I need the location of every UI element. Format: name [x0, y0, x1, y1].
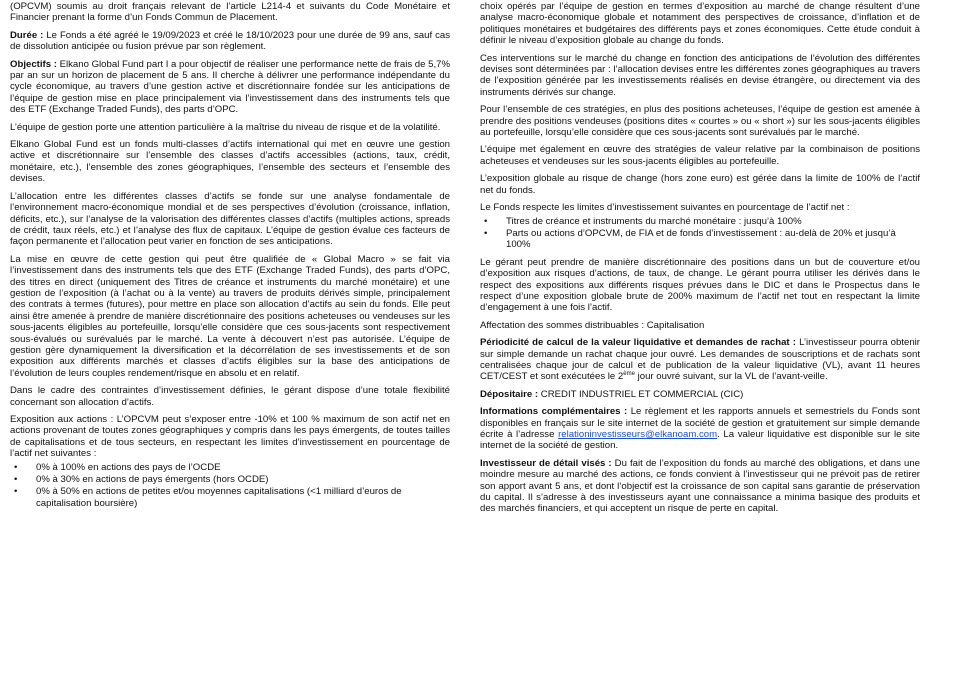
valeur-relative-paragraph: L’équipe met également en œuvre des stratégies de valeur relative par la combinaison de positions acheteuses et vendeuses sur les sous-jacents éligibles au portefeuille.	[480, 144, 920, 167]
contraintes-paragraph: Dans le cadre des contraintes d’investissement définies, le gérant dispose d’une totale flexibilité concernant son allocation d’actifs.	[10, 385, 450, 408]
affectation-paragraph: Affectation des sommes distribuables : Capitalisation	[480, 319, 705, 331]
actions-limits-list	[10, 462, 450, 510]
periodicite-text-end: jour ouvré suivant, sur la VL de l’avant-veille.	[634, 371, 828, 383]
global-macro-paragraph: La mise en œuvre de cette gestion qui peut être qualifiée de « Global Macro » se fait via l’investissement dans des instruments tels que des ETF (Exchange Traded Funds), des parts d’OPC, des titres en direct (uniquement des Titres de créance et instruments du marché monétaire) et une gestion de l’exposition (à l’achat ou à la vente) au travers de produits dérivés simple, principalement des contrats à termes (futures), pour mettre en place son allocation d’actifs au sein du fonds. Elle peut ainsi être amenée à prendre de manière discrétionnaire des positions acheteuses ou vendeuses sur les sous-jacents éligibles au portefeuille, lorsqu’elle considère que ces sous-jacents sont respectivement sous-évalués ou surévalués par le marché. La vente à découvert n’est pas autorisée. L’équipe de gestion gère dynamiquement la diversification et la décorrélation de ses investissements et de son exposition aux différents marchés et classes d’actifs éligibles sur la base des anticipations de l’évolution de leurs couples rendement/risque en absolu et en relatif.	[10, 253, 450, 379]
duree-label: Durée :	[10, 29, 44, 41]
strategies-paragraph: Pour l’ensemble de ces stratégies, en plus des positions acheteuses, l’équipe de gestion est amenée à prendre des positions vendeuses (positions dites « courtes » ou « short ») sur les sous-jacents éligibles au portefeuille, lorsqu’elle considère que ces sous-jacents sont surévalués par le marché.	[480, 104, 920, 139]
exposition-actions-paragraph: Exposition aux actions : L’OPCVM peut s’exposer entre -10% et 100 % maximum de son actif net en actions provenant de toutes zones géographiques y compris dans les pays émergents, de toutes tailles de capitalisations et de tous secteurs, en respectant les limites d’investissement en pourcentage de l’actif net suivantes :	[10, 414, 450, 460]
duree-paragraph	[10, 30, 450, 53]
right-column	[480, 0, 920, 521]
investisseur-label: Investisseur de détail visés :	[480, 457, 612, 469]
left-column	[10, 0, 450, 515]
informations-text: Le règlement et les rapports annuels et semestriels du Fonds sont disponibles en français sur le site internet de la société de gestion et gratuitement sur simple demande écrite à l’adresse	[480, 406, 920, 440]
investor-relations-email-link[interactable]: relationinvestisseurs@elkanoam.com	[558, 429, 718, 440]
list-item: • 0% à 30% en actions de pays émergents (hors OCDE)	[10, 474, 450, 485]
depositaire-text: CREDIT INDUSTRIEL ET COMMERCIAL (CIC)	[538, 388, 744, 400]
duree-text: Le Fonds a été agréé le 19/09/2023 et créé le 18/10/2023 pour une durée de 99 ans, sauf cas de dissolution anticipée ou fusion prévue par son règlement.	[10, 29, 450, 53]
depositaire-paragraph	[480, 389, 920, 400]
intro-paragraph: (OPCVM) soumis au droit français relevant de l’article L214-4 et suivants du Code Monétaire et Financier prenant la forme d’un Fonds Commun de Placement.	[10, 1, 450, 24]
exposition-change-paragraph: L’exposition globale au risque de change (hors zone euro) est gérée dans la limite de 100% de l’actif net du fonds.	[480, 173, 920, 196]
investment-limits-list	[480, 216, 920, 251]
change-paragraph: choix opérés par l’équipe de gestion en termes d’exposition au marché de change résultent d’une analyse macro-économique globale et notamment des perspectives de croissance, d’inflation et de politiques monétaires et budgétaires des différents pays et zones économiques. Cette étude conduit à définir le niveau d’exposition globale au change du fonds.	[480, 1, 920, 47]
depositaire-label: Dépositaire :	[480, 388, 539, 400]
informations-label: Informations complémentaires :	[480, 406, 628, 418]
investisseur-text: Du fait de l’exposition du fonds au marché des obligations, et dans une moindre mesure au marché des actions, ce fonds convient à l’investisseur qui ne prévoit pas de retirer son apport avant 5 ans, et dont l’objectif est la croissance de son capital sans garantie de préservation du capital. Il s’adresse à des investisseurs ayant une connaissance a minima basique des produits et des marchés financiers, et qui acceptent un risque de perte en capital.	[480, 457, 920, 515]
risque-paragraph: L’équipe de gestion porte une attention particulière à la maîtrise du niveau de risque et de la volatilité.	[10, 121, 441, 133]
objectifs-label: Objectifs :	[10, 58, 57, 70]
periodicite-label: Périodicité de calcul de la valeur liquidative et demandes de rachat :	[480, 337, 796, 349]
periodicite-paragraph	[480, 337, 920, 383]
multi-classes-paragraph: Elkano Global Fund est un fonds multi-classes d’actifs international qui met en œuvre une gestion active et discrétionnaire sur l’ensemble des classes d’actifs accessibles (actions, taux, crédit, monétaire, etc.), l’ensemble des zones géographiques, l’ensemble des secteurs et l’ensemble des devises.	[10, 139, 450, 185]
list-item: • 0% à 100% en actions des pays de l’OCDE	[10, 462, 450, 473]
gerant-paragraph: Le gérant peut prendre de manière discrétionnaire des positions dans un but de couverture et/ou d’exposition aux risques d’actions, de taux, de change. Le gérant pourra utiliser les dérivés dans le respect des expositions aux différents risques prévues dans le DIC et dans le Prospectus dans le respect d’une exposition globale brute de 200% maximum de l’actif net tout en respectant la limite d’engagement à une fois l’actif.	[480, 256, 920, 314]
allocation-paragraph: L’allocation entre les différentes classes d’actifs se fonde sur une analyse fondamentale de l’environnement macro-économique mondial et de ses perspectives d’évolution (croissance, inflation, déficits, etc.), sur l’analyse de la valorisation des différentes classes d’actifs (multiples actions, spreads de crédit, taux réels, etc.) et l’analyse des flux de capitaux. L’équipe de gestion évalue ces facteurs de façon permanente et l’allocation peut varier en fonction de ses anticipations.	[10, 190, 450, 248]
list-item: • 0% à 50% en actions de petites et/ou moyennes capitalisations (<1 milliard d’euros de capitalisation boursière)	[10, 486, 450, 509]
objectifs-text: Elkano Global Fund part I a pour objectif de réaliser une performance nette de frais de 5,7% par an sur un horizon de placement de 5 ans. Il cherche à délivrer une performance indépendante du cycle économique, au travers d’une gestion active et discrétionnaire fondée sur les anticipations de l’équipe de gestion mise en place principalement via l’investissement dans des instruments tels que des ETF (Exchange Traded Funds), des parts d’OPC.	[10, 58, 450, 116]
list-item: • Titres de créance et instruments du marché monétaire : jusqu’à 100%	[480, 216, 920, 227]
informations-text-end: . La valeur liquidative est disponible sur le site internet de la société de gestion.	[480, 429, 921, 452]
investisseur-paragraph	[480, 458, 920, 515]
list-item: • Parts ou actions d’OPCVM, de FIA et de fonds d’investissement : au-delà de 20% et jusqu’à 100%	[480, 228, 920, 251]
informations-paragraph	[480, 406, 920, 452]
objectifs-paragraph	[10, 59, 450, 116]
periodicite-superscript: ème	[623, 371, 635, 378]
periodicite-text: L’investisseur pourra obtenir sur simple demande un rachat chaque jour ouvré. Les demandes de souscriptions et de rachats sont centralisées chaque jour de calcul et de publication de la valeur liquidative (VL), avant 11 heures CET/CEST et sont exécutées le 2	[480, 337, 920, 383]
limites-paragraph: Le Fonds respecte les limites d’investissement suivantes en pourcentage de l’actif net :	[480, 202, 850, 214]
interventions-paragraph: Ces interventions sur le marché du change en fonction des anticipations de l’évolution des différentes devises sont déterminées par : l’allocation devises entre les différentes zones géographiques au travers de l’exposition générée par les investissements réalisés en devise étrangère, ou directement via des instruments dérivés sur change.	[480, 52, 920, 98]
